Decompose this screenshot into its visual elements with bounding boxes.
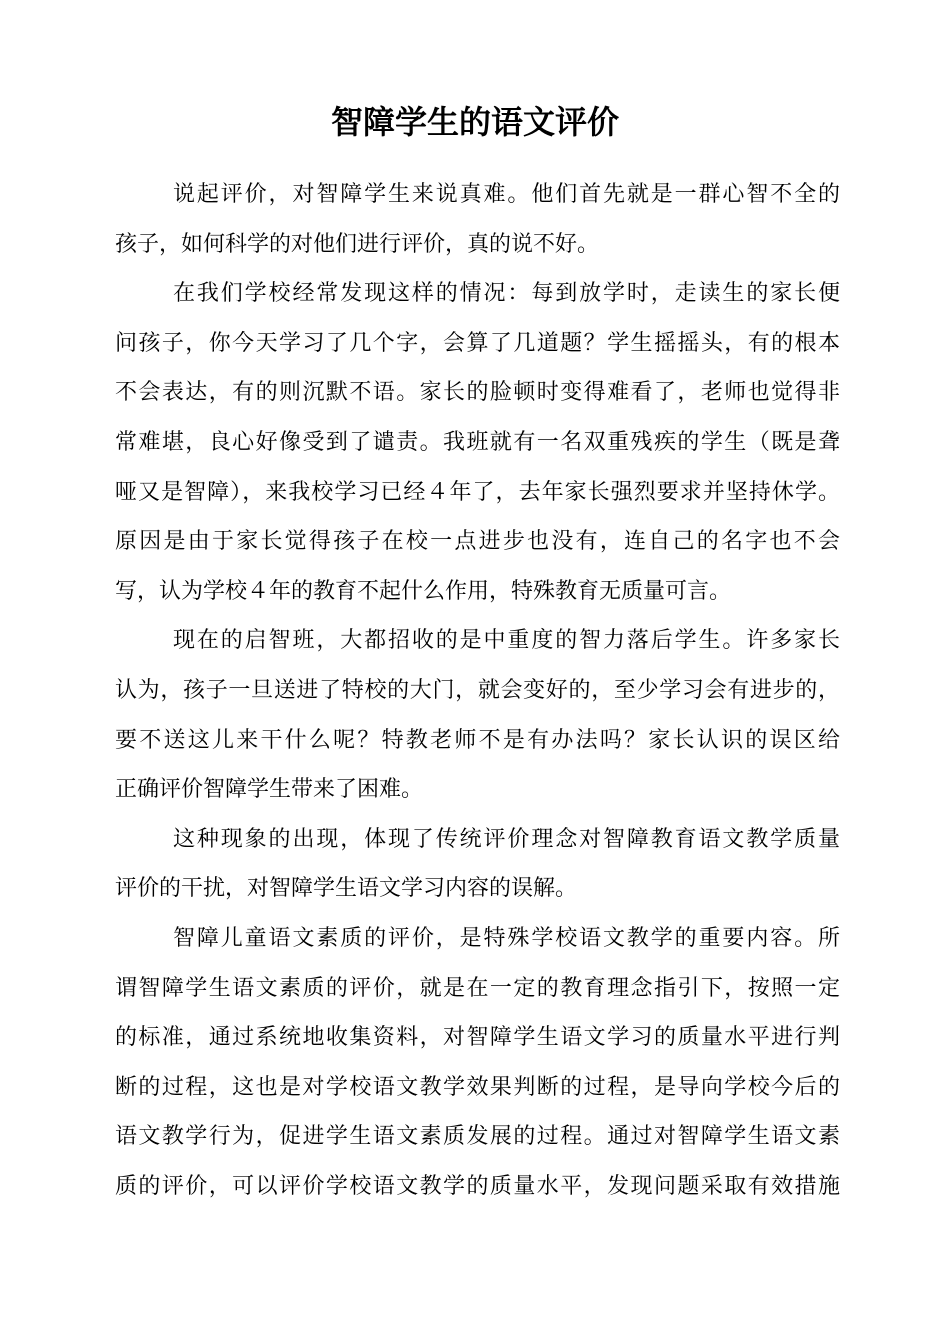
paragraph-4 [115, 815, 840, 914]
text-line: 正确评价智障学生带来了困难。 [115, 777, 424, 803]
paragraph-2 [115, 269, 840, 616]
text-line: 谓智障学生语文素质的评价，就是在一定的教育理念指引下，按照一定 [115, 975, 840, 1001]
text-line: 原因是由于家长觉得孩子在校一点进步也没有，连自己的名字也不会 [115, 529, 840, 555]
text-line: 常难堪，良心好像受到了谴责。我班就有一名双重残疾的学生（既是聋 [115, 429, 840, 455]
text-line: 这种现象的出现，体现了传统评价理念对智障教育语文教学质量 [173, 826, 840, 852]
document-title: 智障学生的语文评价 [330, 103, 619, 141]
paragraph-5 [115, 914, 840, 1212]
document-body [115, 170, 840, 1211]
text-line: 要不送这儿来干什么呢？特教老师不是有办法吗？家长认识的误区给 [115, 727, 840, 753]
text-line: 写，认为学校４年的教育不起什么作用，特殊教育无质量可言。 [115, 578, 732, 604]
text-line: 不会表达，有的则沉默不语。家长的脸顿时变得难看了，老师也觉得非 [115, 380, 840, 406]
text-line: 评价的干扰，对智障学生语文学习内容的误解。 [115, 876, 578, 902]
text-line: 现在的启智班，大都招收的是中重度的智力落后学生。许多家长 [173, 628, 840, 654]
text-line: 智障儿童语文素质的评价，是特殊学校语文教学的重要内容。所 [173, 925, 840, 951]
text-line: 问孩子，你今天学习了几个字，会算了几道题？学生摇摇头，有的根本 [115, 330, 840, 356]
text-line: 断的过程，这也是对学校语文教学效果判断的过程，是导向学校今后的 [115, 1074, 840, 1100]
text-line: 说起评价，对智障学生来说真难。他们首先就是一群心智不全的 [173, 182, 840, 207]
text-line: 哑又是智障），来我校学习已经４年了，去年家长强烈要求并坚持休学。 [115, 479, 840, 505]
paragraph-1 [115, 170, 840, 269]
text-line: 语文教学行为，促进学生语文素质发展的过程。通过对智障学生语文素 [115, 1124, 840, 1150]
text-line: 孩子，如何科学的对他们进行评价，真的说不好。 [115, 231, 600, 257]
text-line: 在我们学校经常发现这样的情况：每到放学时，走读生的家长便 [173, 281, 840, 307]
text-line: 质的评价，可以评价学校语文教学的质量水平，发现问题采取有效措施 [115, 1173, 840, 1199]
text-line: 认为，孩子一旦送进了特校的大门，就会变好的，至少学习会有进步的， [115, 677, 840, 703]
paragraph-3 [115, 616, 840, 814]
text-line: 的标准，通过系统地收集资料，对智障学生语文学习的质量水平进行判 [115, 1025, 840, 1051]
